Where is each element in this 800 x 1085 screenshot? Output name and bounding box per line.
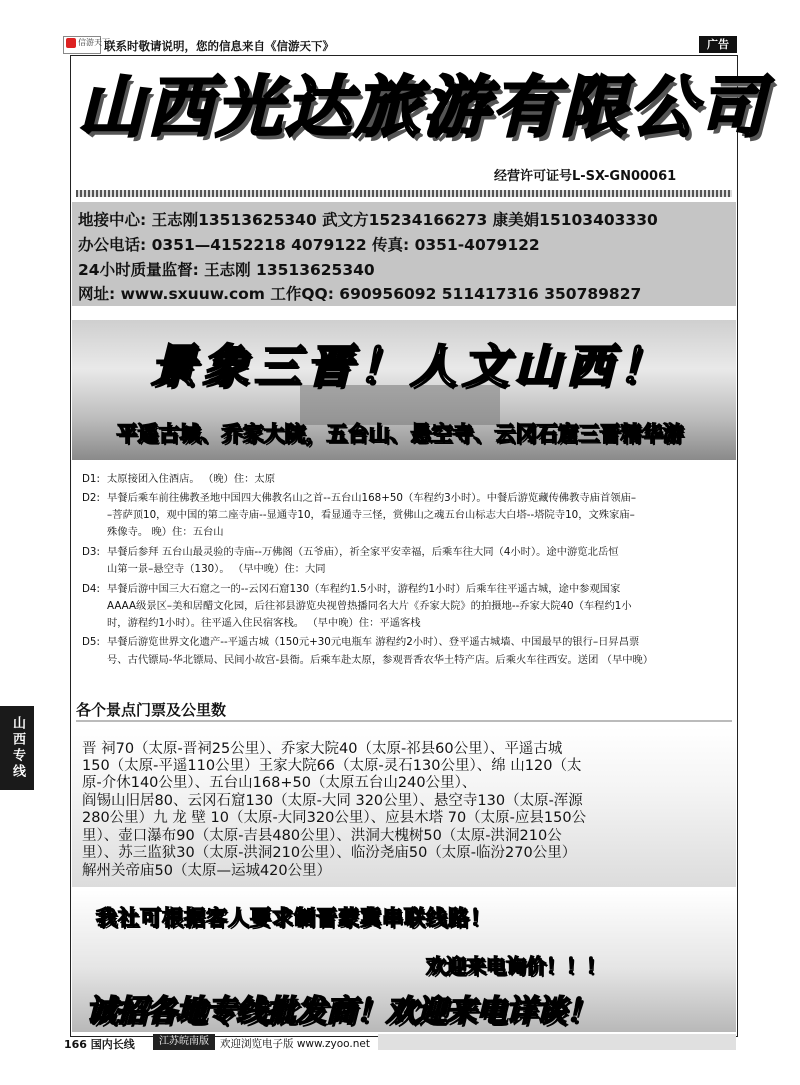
section-side-tab: 山西专线 (0, 706, 34, 790)
contact-line: 地接中心: 王志刚13513625340 武文方15234166273 康美娟15103403330 (78, 211, 658, 229)
banner-slogan: 景象三晋！人文山西！ (150, 339, 670, 393)
itinerary-line: 早餐后参拜 五台山最灵验的寺庙--万佛阁（五爷庙），祈全家平安幸福，后乘车往大同（4小时）。途中游览北岳恒 (107, 546, 619, 558)
route-title: 平遥古城、乔家大院，五台山、悬空寺、云冈石窟三晋精华游 (116, 422, 684, 446)
ad-badge: 广告 (699, 36, 737, 53)
logo-text: 信游天下 (78, 38, 110, 47)
tickets-heading: 各个景点门票及公里数 (76, 701, 227, 719)
itinerary-line: 太原接团入住酒店。 （晚）住：太原 (107, 473, 276, 485)
contact-line: 24小时质量监督: 王志刚 13513625340 (78, 261, 375, 279)
day-label: D3: (82, 546, 100, 558)
edition-badge: 江苏皖南版 (153, 1034, 215, 1050)
divider (76, 720, 732, 722)
ticket-line: 150（太原-平遥110公里）王家大院66（太原-灵石130公里）、绵 山120（太 (82, 758, 582, 774)
inquiry-slogan: 欢迎来电询价！！！ (426, 954, 606, 978)
itinerary-line: 殊像寺。 晚）住：五台山 (107, 526, 224, 538)
logo-icon (66, 38, 76, 48)
contact-line: 网址: www.sxuuw.com 工作QQ: 690956092 511417316 350789827 (78, 285, 642, 303)
day-label: D4: (82, 583, 100, 595)
itinerary-line: 时，游程约1小时）。往平遥入住民宿客栈。 （早中晚）住：平遥客栈 (107, 617, 421, 629)
footer-bar (378, 1034, 736, 1050)
day-label: D1: (82, 473, 100, 485)
itinerary-line: 早餐后游览世界文化遗产--平遥古城（150元+30元电瓶车 游程约2小时）、登平遥古城墙、中国最早的银行–日昇昌票 (107, 636, 640, 648)
day-label: D5: (82, 636, 100, 648)
ticket-line: 里）、苏三监狱30（太原-洪洞210公里）、临汾尧庙50（太原-临汾270公里） (82, 845, 577, 861)
divider (76, 190, 732, 197)
ticket-line: 280公里）九 龙 壁 10（太原-大同320公里）、应县木塔 70（太原-应县150公 (82, 810, 587, 826)
source-notice: 联系时敬请说明，您的信息来自《信游天下》 (104, 39, 334, 53)
contact-line: 办公电话: 0351—4152218 4079122 传真: 0351-4079122 (78, 236, 540, 254)
itinerary-line: 早餐后乘车前往佛教圣地中国四大佛教名山之首--五台山168+50（车程约3小时）。中餐后游览藏传佛教寺庙首领庙– (107, 492, 637, 504)
website-note: 欢迎浏览电子版 www.zyoo.net (220, 1038, 370, 1050)
ticket-line: 里）、壶口瀑布90（太原-吉县480公里）、洪洞大槐树50（太原-洪洞210公 (82, 828, 562, 844)
itinerary-line: AAAA级景区–美和居醋文化园，后往祁县游览央视曾热播同名大片《乔家大院》的拍摄地--乔家大院40（车程约1小 (107, 600, 632, 612)
day-label: D2: (82, 492, 100, 504)
itinerary-line: 号、古代镖局-华北镖局、民间小故宫-县衙。后乘车赴太原，参观晋香农华土特产店。后乘火车往西安。送团 （早中晚） (107, 654, 654, 666)
page-number: 166 国内长线 (64, 1038, 135, 1051)
itinerary-line: 早餐后游中国三大石窟之一的--云冈石窟130（车程约1.5小时，游程约1小时）后乘车往平遥古城，途中参观国家 (107, 583, 621, 595)
ticket-line: 解州关帝庙50（太原—运城420公里） (82, 863, 332, 879)
ticket-line: 原-介休140公里）、五台山168+50（太原五台山240公里）、 (82, 775, 477, 791)
itinerary-line: 山第一景–悬空寺（130）。 （早中晚）住：大同 (107, 563, 326, 575)
company-name: 山西光达旅游有限公司 (78, 69, 768, 146)
license-number: 经营许可证号L-SX-GN00061 (494, 169, 677, 184)
ticket-line: 阎锡山旧居80、云冈石窟130（太原-大同 320公里）、悬空寺130（太原-浑源 (82, 793, 583, 809)
custom-route-slogan: 我社可根据客人要求制晋蒙冀串联线路！ (96, 906, 492, 930)
itinerary-line: –菩萨顶10，观中国的第二座寺庙--显通寺10，看显通寺三怪，赏佛山之魂五台山标志大白塔--塔院寺10，文殊家庙– (107, 509, 635, 521)
recruit-slogan: 诚招各地专线批发商！欢迎来电详谈！ (86, 994, 596, 1029)
ticket-line: 晋 祠70（太原-晋祠25公里）、乔家大院40（太原-祁县60公里）、平遥古城 (82, 741, 563, 757)
